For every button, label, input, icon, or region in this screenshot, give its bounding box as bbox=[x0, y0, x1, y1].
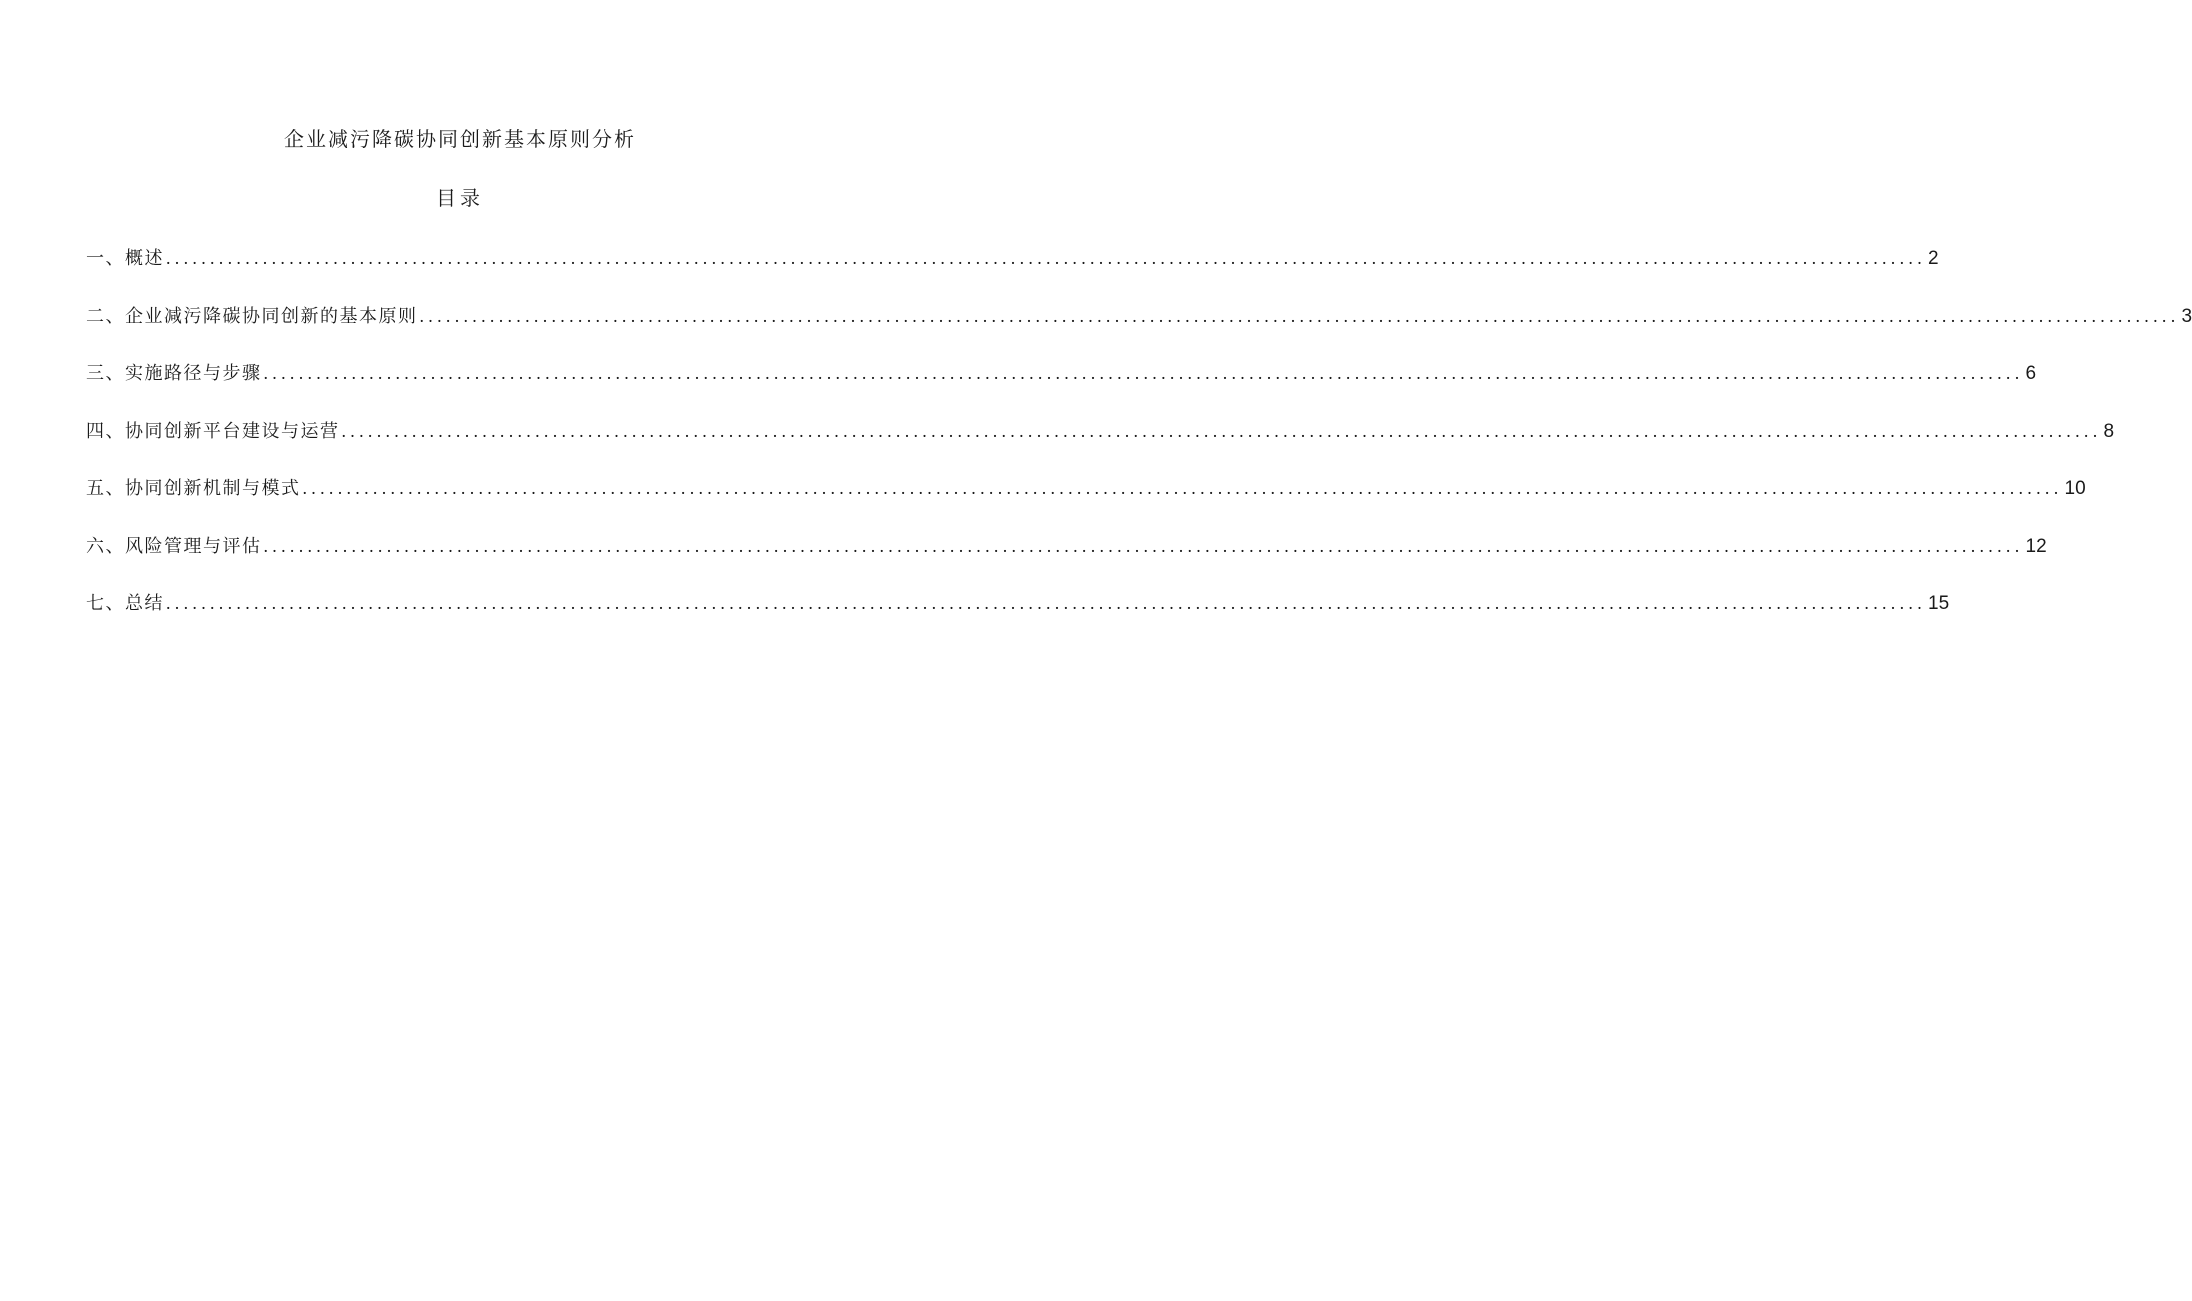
toc-leader-dots: ........................................................................................................................................................................................................ bbox=[263, 363, 2024, 383]
toc-leader-dots: ........................................................................................................................................................................................................ bbox=[341, 420, 2102, 441]
toc-leader-dots: ........................................................................................................................................................................................................ bbox=[166, 248, 1926, 268]
toc-entry-label: 二、企业减污降碳协同创新的基本原则 bbox=[86, 305, 418, 327]
toc-entry-page: 2 bbox=[1928, 248, 1939, 269]
toc-entry-page: 12 bbox=[2025, 535, 2047, 557]
toc-entry-7[interactable] bbox=[86, 589, 1950, 647]
toc-entry-3[interactable] bbox=[86, 359, 2037, 417]
toc-leader-dots: ........................................................................................................................................................................................................ bbox=[302, 478, 2063, 498]
toc-entry-2[interactable] bbox=[86, 302, 2192, 360]
table-of-contents bbox=[86, 244, 2192, 647]
toc-entry-page: 15 bbox=[1928, 593, 1950, 614]
toc-heading: 目录 bbox=[436, 186, 484, 210]
toc-entry-4[interactable] bbox=[86, 417, 2115, 475]
toc-leader-dots: ........................................................................................................................................................................................................ bbox=[419, 305, 2180, 326]
toc-entry-label: 六、风险管理与评估 bbox=[86, 535, 262, 557]
toc-entry-5[interactable] bbox=[86, 474, 2086, 532]
toc-entry-label: 四、协同创新平台建设与运营 bbox=[86, 420, 340, 442]
toc-entry-page: 3 bbox=[2181, 305, 2192, 327]
toc-entry-label: 一、概述 bbox=[86, 248, 164, 269]
toc-leader-dots: ........................................................................................................................................................................................................ bbox=[263, 535, 2024, 556]
toc-entry-page: 10 bbox=[2064, 478, 2086, 499]
toc-entry-1[interactable] bbox=[86, 244, 1939, 302]
toc-entry-page: 8 bbox=[2103, 420, 2115, 442]
toc-entry-label: 七、总结 bbox=[86, 593, 164, 614]
toc-entry-page: 6 bbox=[2025, 363, 2037, 384]
toc-entry-label: 三、实施路径与步骤 bbox=[86, 363, 262, 384]
toc-entry-label: 五、协同创新机制与模式 bbox=[86, 478, 301, 499]
toc-entry-6[interactable] bbox=[86, 532, 2047, 590]
document-title: 企业减污降碳协同创新基本原则分析 bbox=[284, 127, 636, 151]
toc-leader-dots: ........................................................................................................................................................................................................ bbox=[166, 593, 1926, 613]
